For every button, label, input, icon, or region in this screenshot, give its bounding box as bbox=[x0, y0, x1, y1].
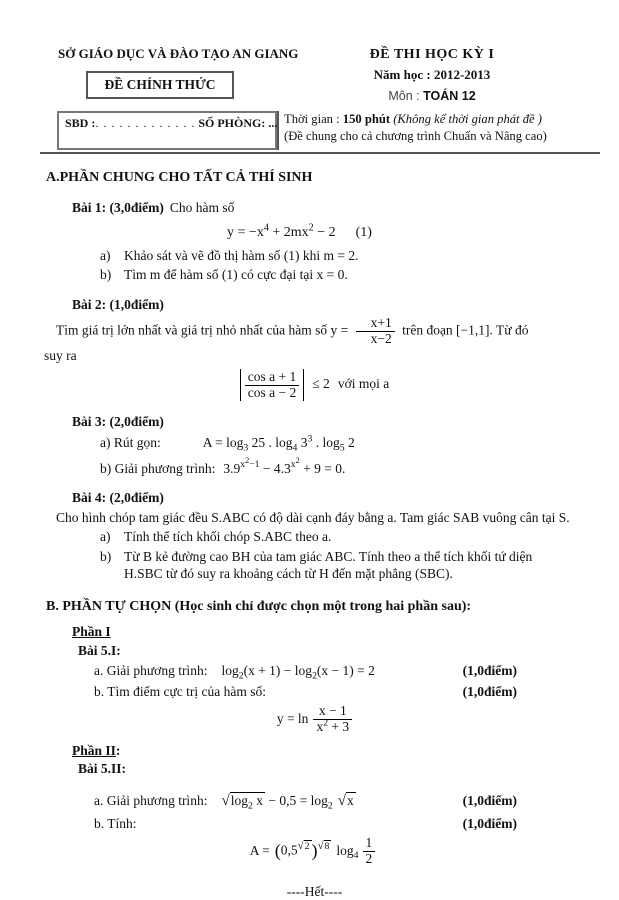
subscript: 2 bbox=[327, 800, 333, 812]
eq-text: (x + 1) − log bbox=[243, 663, 313, 679]
fraction-numerator: cos a + 1 bbox=[245, 370, 299, 386]
statement-text: Tìm giá trị lớn nhất và giá trị nhỏ nhất của hàm số y = bbox=[56, 322, 349, 338]
problem-4-statement: Cho hình chóp tam giác đều S.ABC có độ dài cạnh đáy bằng a. Tam giác SAB vuông cân tại S. bbox=[56, 509, 570, 525]
eq-text: A = bbox=[249, 842, 270, 858]
subscript: 2 bbox=[248, 800, 253, 812]
radicand: x bbox=[347, 792, 354, 808]
radicand bbox=[230, 792, 265, 812]
problem-5I-display-equation bbox=[44, 704, 585, 735]
problem-5II-item-b bbox=[94, 815, 585, 833]
fraction-denominator: 2 bbox=[365, 850, 373, 866]
eq-text: x bbox=[240, 459, 246, 470]
eq-text: + 9 = 0. bbox=[299, 460, 346, 476]
department-name: SỞ GIÁO DỤC VÀ ĐÀO TẠO AN GIANG bbox=[58, 46, 299, 61]
part-2-label: Phần II bbox=[72, 742, 116, 758]
exam-header bbox=[44, 46, 585, 154]
condition-text: với mọi a bbox=[337, 376, 390, 392]
item-marker: a) bbox=[100, 529, 111, 545]
exam-title: ĐỀ THI HỌC KỲ I bbox=[369, 47, 495, 62]
problem-1-item-b bbox=[100, 266, 585, 284]
eq-text: log bbox=[221, 663, 239, 679]
item-text: Từ B kẻ đường cao BH của tam giác ABC. Tính theo a thể tích khối tứ diện H.SBC từ đó suy ra khoảng cách từ H đến mặt phẳng (SBC). bbox=[124, 548, 533, 582]
duration-label: Thời gian : bbox=[284, 112, 340, 127]
header-divider bbox=[40, 152, 600, 154]
room-label: SỐ PHÒNG: ... bbox=[198, 116, 278, 131]
item-equation bbox=[203, 434, 355, 452]
item-label: b. Tìm điểm cực trị của hàm số: bbox=[94, 683, 267, 699]
eq-text: −1 bbox=[249, 459, 260, 470]
eq-text: A = log bbox=[202, 434, 244, 450]
problem-3-item-b bbox=[100, 455, 585, 478]
fraction-denominator: cos a − 2 bbox=[247, 384, 297, 400]
radical-icon: √ bbox=[297, 840, 304, 853]
header-bottom-row bbox=[44, 111, 585, 150]
item-label: a. Giải phương trình: bbox=[94, 663, 208, 679]
radical-icon: √ bbox=[337, 792, 347, 809]
fraction bbox=[363, 836, 376, 867]
exponent: 2 bbox=[323, 717, 329, 729]
item-label: b. Tính: bbox=[94, 815, 137, 831]
problem-5II-item-a bbox=[94, 792, 585, 812]
eq-text: + 2mx bbox=[268, 224, 309, 240]
item-label: a) Rút gọn: bbox=[100, 434, 161, 450]
fraction-numerator: x − 1 bbox=[313, 704, 352, 720]
eq-text: − 2 bbox=[313, 224, 336, 240]
item-equation bbox=[223, 455, 346, 478]
item-equation bbox=[221, 662, 374, 680]
problem-4-heading bbox=[72, 489, 585, 507]
eq-text: log bbox=[230, 792, 249, 808]
fraction bbox=[356, 316, 395, 347]
subscript: 2 bbox=[312, 670, 317, 682]
subscript: 2 bbox=[238, 670, 244, 682]
item-label: b) Giải phương trình: bbox=[100, 460, 216, 476]
open-paren: ( bbox=[274, 840, 281, 861]
problem-3-label: Bài 3: (2,0điểm) bbox=[72, 414, 164, 430]
problem-4-item-b bbox=[100, 548, 585, 583]
points-badge: (1,0điểm) bbox=[462, 663, 517, 679]
fraction-numerator: x+1 bbox=[356, 316, 395, 332]
section-b-title: B. PHẦN TỰ CHỌN (Học sinh chỉ được chọn một trong hai phần sau): bbox=[46, 598, 472, 614]
item-label: a. Giải phương trình: bbox=[94, 792, 208, 808]
part-1-heading bbox=[72, 623, 585, 641]
subscript: 3 bbox=[243, 442, 249, 454]
eq-text: log bbox=[336, 842, 354, 858]
problem-2-heading bbox=[72, 296, 585, 314]
fraction-denominator: x−2 bbox=[370, 331, 392, 347]
item-marker: a) bbox=[100, 247, 111, 263]
eq-text: x bbox=[316, 719, 324, 734]
end-marker: ----Hết---- bbox=[286, 883, 343, 899]
radicand: 8 bbox=[324, 841, 330, 853]
subscript: 4 bbox=[353, 850, 359, 862]
eq-text: 3 bbox=[297, 434, 308, 450]
radicand: 2 bbox=[304, 841, 310, 853]
problem-1-intro: Cho hàm số bbox=[169, 200, 235, 216]
points-badge: (1,0điểm) bbox=[462, 683, 517, 699]
subject-label: Môn : bbox=[388, 89, 420, 104]
problem-5I-heading: Bài 5.I: bbox=[78, 642, 121, 658]
exponent-group bbox=[240, 455, 260, 470]
problem-5II-display-equation bbox=[44, 836, 585, 867]
item-text: Tìm m để hàm số (1) có cực đại tại x = 0. bbox=[124, 267, 348, 283]
eq-text: x bbox=[252, 792, 263, 808]
eq-text: − 0,5 = log bbox=[265, 792, 328, 808]
eq-text: y = −x bbox=[227, 224, 264, 240]
subscript: 4 bbox=[292, 442, 298, 454]
problem-5II-heading: Bài 5.II: bbox=[78, 761, 127, 777]
header-top-row bbox=[44, 46, 585, 104]
section-a-title: A.PHẦN CHUNG CHO TẤT CẢ THÍ SINH bbox=[46, 169, 313, 185]
points-badge: (1,0điểm) bbox=[462, 792, 517, 808]
problem-3-heading bbox=[72, 413, 585, 431]
radical-icon: √ bbox=[221, 792, 230, 809]
equation-number: (1) bbox=[355, 224, 372, 240]
points-badge: (1,0điểm) bbox=[462, 815, 517, 831]
program-note: (Đề chung cho cả chương trình Chuẩn và Nâng cao) bbox=[284, 128, 547, 143]
problem-2-statement bbox=[44, 316, 585, 347]
eq-text: y = ln bbox=[276, 710, 309, 726]
nested-exponent: 2 bbox=[295, 455, 300, 465]
eq-text: − 4.3 bbox=[259, 460, 291, 476]
fraction bbox=[245, 370, 299, 401]
problem-4-label: Bài 4: (2,0điểm) bbox=[72, 490, 164, 506]
subscript: 5 bbox=[339, 442, 345, 454]
exponent: 4 bbox=[263, 222, 269, 233]
problem-4-item-a bbox=[100, 528, 585, 546]
duration-value: 150 phút bbox=[342, 112, 391, 127]
eq-text: x bbox=[290, 459, 296, 470]
duration-line bbox=[284, 111, 585, 127]
header-right-column bbox=[304, 46, 585, 104]
absolute-value bbox=[240, 369, 304, 402]
problem-1-label: Bài 1: (3,0điểm) bbox=[72, 200, 164, 216]
part-2-heading bbox=[72, 742, 585, 760]
part-1-label: Phần I bbox=[72, 623, 111, 639]
problem-2-label: Bài 2: (1,0điểm) bbox=[72, 296, 164, 312]
square-root bbox=[221, 792, 265, 812]
eq-text: (x − 1) = 2 bbox=[316, 663, 375, 679]
school-year: Năm học : 2012-2013 bbox=[373, 67, 491, 83]
exponent-group bbox=[290, 455, 300, 470]
problem-1-equation bbox=[44, 224, 555, 242]
eq-text: 2 bbox=[344, 434, 355, 450]
fraction-numerator: 1 bbox=[363, 836, 376, 852]
item-text: Tính thể tích khối chóp S.ABC theo a. bbox=[124, 529, 332, 545]
eq-text: 0,5 bbox=[280, 842, 298, 858]
time-info-block bbox=[277, 111, 585, 150]
item-marker: b) bbox=[100, 548, 112, 564]
radical-icon: √ bbox=[317, 840, 324, 853]
exponent: 2 bbox=[308, 222, 314, 233]
subject-line bbox=[304, 88, 560, 104]
official-stamp-wrap bbox=[44, 71, 304, 100]
exponent: 3 bbox=[307, 433, 313, 445]
problem-1-heading bbox=[72, 199, 585, 217]
duration-note: (Không kể thời gian phát đề ) bbox=[393, 112, 542, 127]
problem-2-continuation: suy ra bbox=[44, 348, 77, 364]
problem-2-display-equation bbox=[44, 369, 585, 402]
nested-exponent: 2 bbox=[245, 455, 250, 465]
relation-text: ≤ 2 bbox=[312, 376, 330, 392]
problem-1-item-a bbox=[100, 247, 585, 265]
fraction-denominator bbox=[313, 717, 352, 735]
item-equation bbox=[221, 792, 355, 812]
sbd-label: SBD : bbox=[65, 116, 96, 131]
subject-value: TOÁN 12 bbox=[423, 89, 476, 104]
header-left-column bbox=[44, 46, 304, 104]
sbd-dots: . . . . . . . . . . . . . bbox=[95, 116, 196, 131]
eq-text: + 3 bbox=[328, 719, 350, 734]
inner-exponent bbox=[298, 841, 312, 852]
close-paren: ) bbox=[311, 840, 318, 861]
statement-text: trên đoạn [−1,1]. Từ đó bbox=[402, 322, 529, 338]
eq-text: 3.9 bbox=[223, 460, 241, 476]
part-2-colon: : bbox=[115, 742, 121, 758]
problem-5I-item-a bbox=[94, 662, 585, 680]
fraction bbox=[313, 704, 352, 735]
eq-text: 25 . log bbox=[248, 434, 293, 450]
candidate-number-box bbox=[57, 111, 277, 150]
outer-exponent bbox=[318, 841, 332, 852]
square-root bbox=[338, 793, 356, 808]
problem-3-item-a bbox=[100, 434, 585, 452]
eq-text: . log bbox=[312, 434, 340, 450]
problem-5I-item-b bbox=[94, 683, 585, 701]
official-stamp-box: ĐỀ CHÍNH THỨC bbox=[86, 71, 233, 100]
item-marker: b) bbox=[100, 267, 112, 283]
item-text: Khảo sát và vẽ đồ thị hàm số (1) khi m = 2. bbox=[124, 247, 359, 263]
